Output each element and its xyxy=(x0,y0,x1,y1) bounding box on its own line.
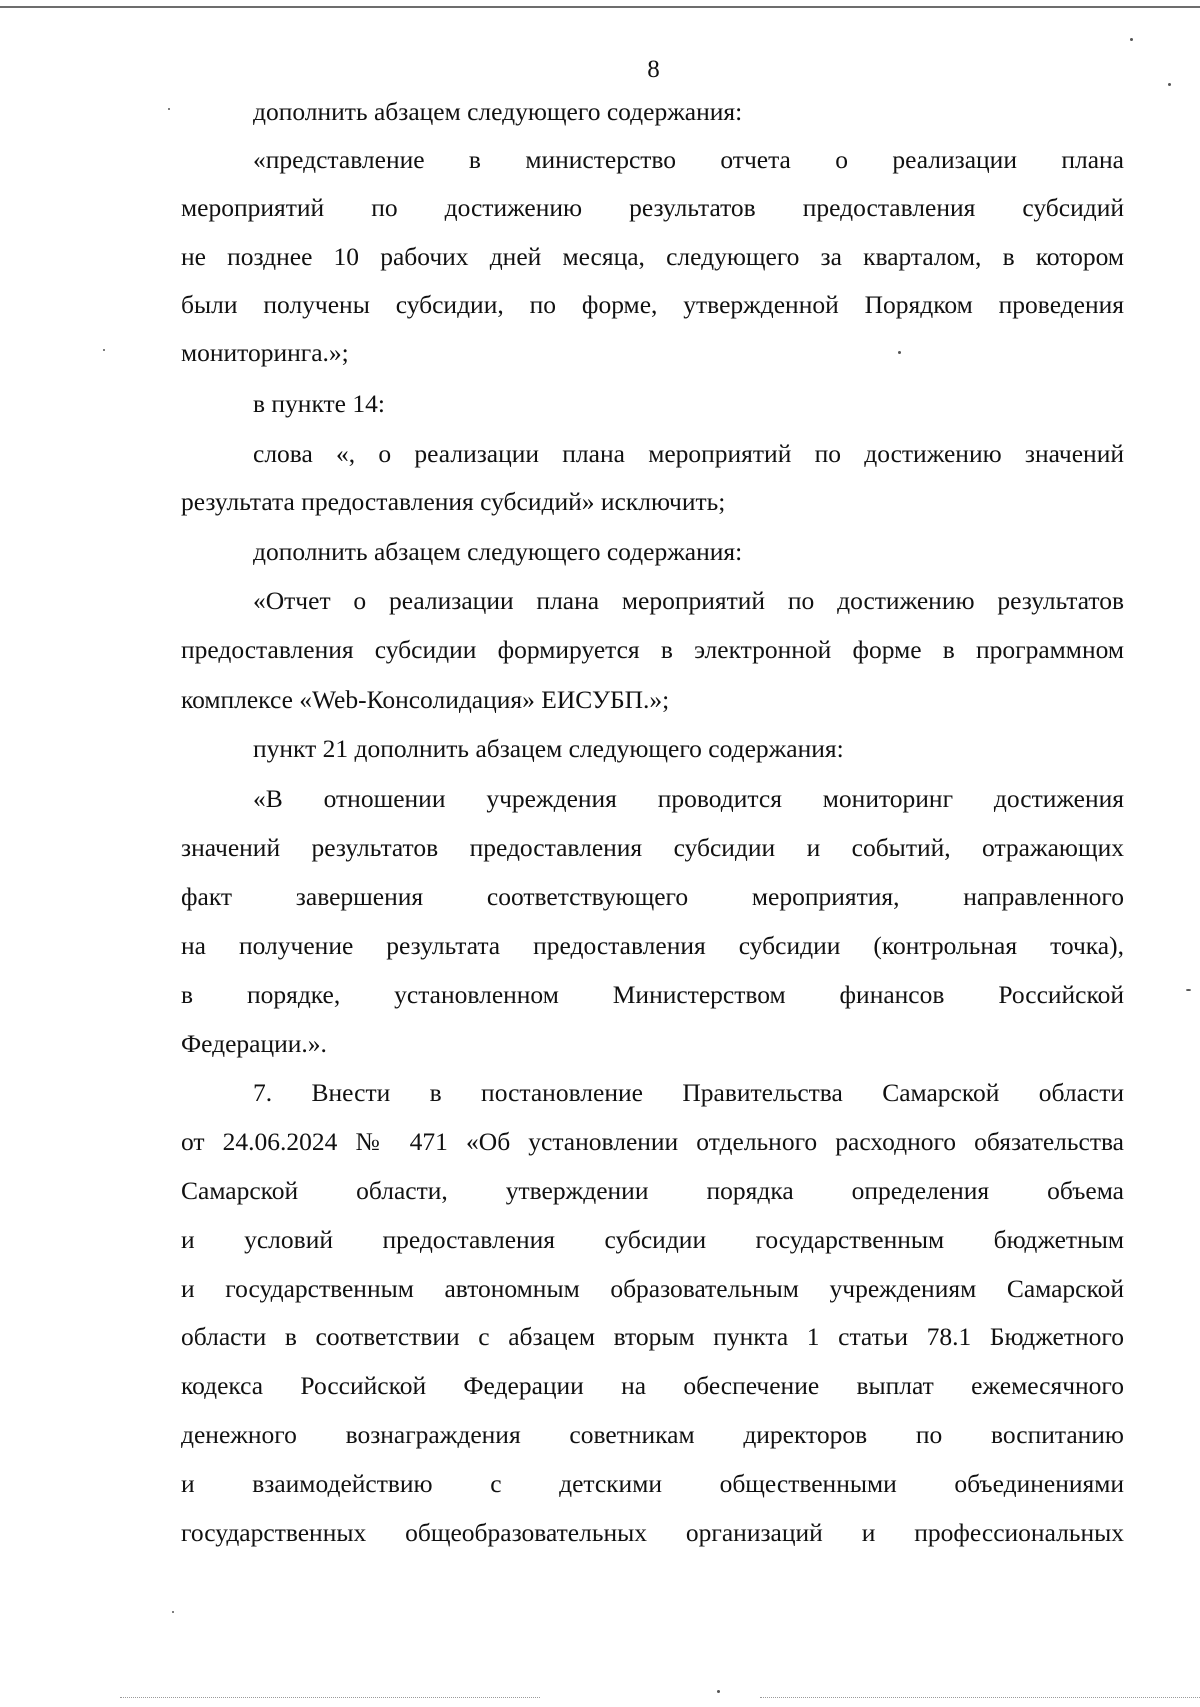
text-line: результата предоставления субсидий» исключить; xyxy=(181,487,726,516)
text-line: комплексе «Web-Консолидация» ЕИСУБП.»; xyxy=(181,685,670,714)
text-line: от 24.06.2024 № 471 «Об установлении отдельного расходного обязательства xyxy=(181,1127,1124,1156)
text-line: были получены субсидии, по форме, утвержденной Порядком проведения xyxy=(181,290,1124,319)
scan-speck xyxy=(103,349,105,351)
scan-speck xyxy=(168,108,170,110)
text-line: «представление в министерство отчета о реализации плана xyxy=(253,145,1124,174)
scan-speck xyxy=(717,1690,720,1693)
text-line: 7. Внести в постановление Правительства Самарской области xyxy=(253,1078,1124,1107)
text-line: и условий предоставления субсидии государственным бюджетным xyxy=(181,1225,1124,1254)
text-line: кодекса Российской Федерации на обеспечение выплат ежемесячного xyxy=(181,1371,1124,1400)
page-number: 8 xyxy=(647,56,660,83)
text-line: факт завершения соответствующего мероприятия, направленного xyxy=(181,882,1124,911)
text-line: «Отчет о реализации плана мероприятий по достижению результатов xyxy=(253,586,1124,615)
text-line: и взаимодействию с детскими общественными объединениями xyxy=(181,1469,1124,1498)
text-line: не позднее 10 рабочих дней месяца, следующего за кварталом, в котором xyxy=(181,242,1124,271)
text-line: Самарской области, утверждении порядка определения объема xyxy=(181,1176,1124,1205)
scan-speck xyxy=(172,1611,174,1613)
scan-speck xyxy=(1186,989,1191,991)
text-line: мероприятий по достижению результатов предоставления субсидий xyxy=(181,193,1124,222)
text-line: области в соответствии с абзацем вторым пункта 1 статьи 78.1 Бюджетного xyxy=(181,1322,1124,1351)
text-line: в порядке, установленном Министерством финансов Российской xyxy=(181,980,1124,1009)
scan-speck xyxy=(1168,83,1171,86)
scan-speck xyxy=(1130,38,1133,41)
scan-noise xyxy=(120,1697,540,1699)
text-line: «В отношении учреждения проводится мониторинг достижения xyxy=(253,784,1124,813)
text-line: слова «, о реализации плана мероприятий по достижению значений xyxy=(253,439,1124,468)
text-line: дополнить абзацем следующего содержания: xyxy=(253,537,743,566)
text-line: дополнить абзацем следующего содержания: xyxy=(253,97,743,126)
scan-noise xyxy=(760,1697,1200,1699)
text-line: государственных общеобразовательных организаций и профессиональных xyxy=(181,1518,1124,1547)
text-line: и государственным автономным образовательным учреждениям Самарской xyxy=(181,1274,1124,1303)
text-line: на получение результата предоставления субсидии (контрольная точка), xyxy=(181,931,1124,960)
text-line: значений результатов предоставления субсидии и событий, отражающих xyxy=(181,833,1124,862)
text-line: предоставления субсидии формируется в электронной форме в программном xyxy=(181,635,1124,664)
scan-edge-line xyxy=(0,6,1200,8)
text-line: мониторинга.»; xyxy=(181,338,349,367)
text-line: в пункте 14: xyxy=(253,389,385,418)
text-line: Федерации.». xyxy=(181,1029,327,1058)
text-line: пункт 21 дополнить абзацем следующего содержания: xyxy=(253,734,844,763)
scan-speck xyxy=(898,351,901,354)
text-line: денежного вознаграждения советникам директоров по воспитанию xyxy=(181,1420,1124,1449)
